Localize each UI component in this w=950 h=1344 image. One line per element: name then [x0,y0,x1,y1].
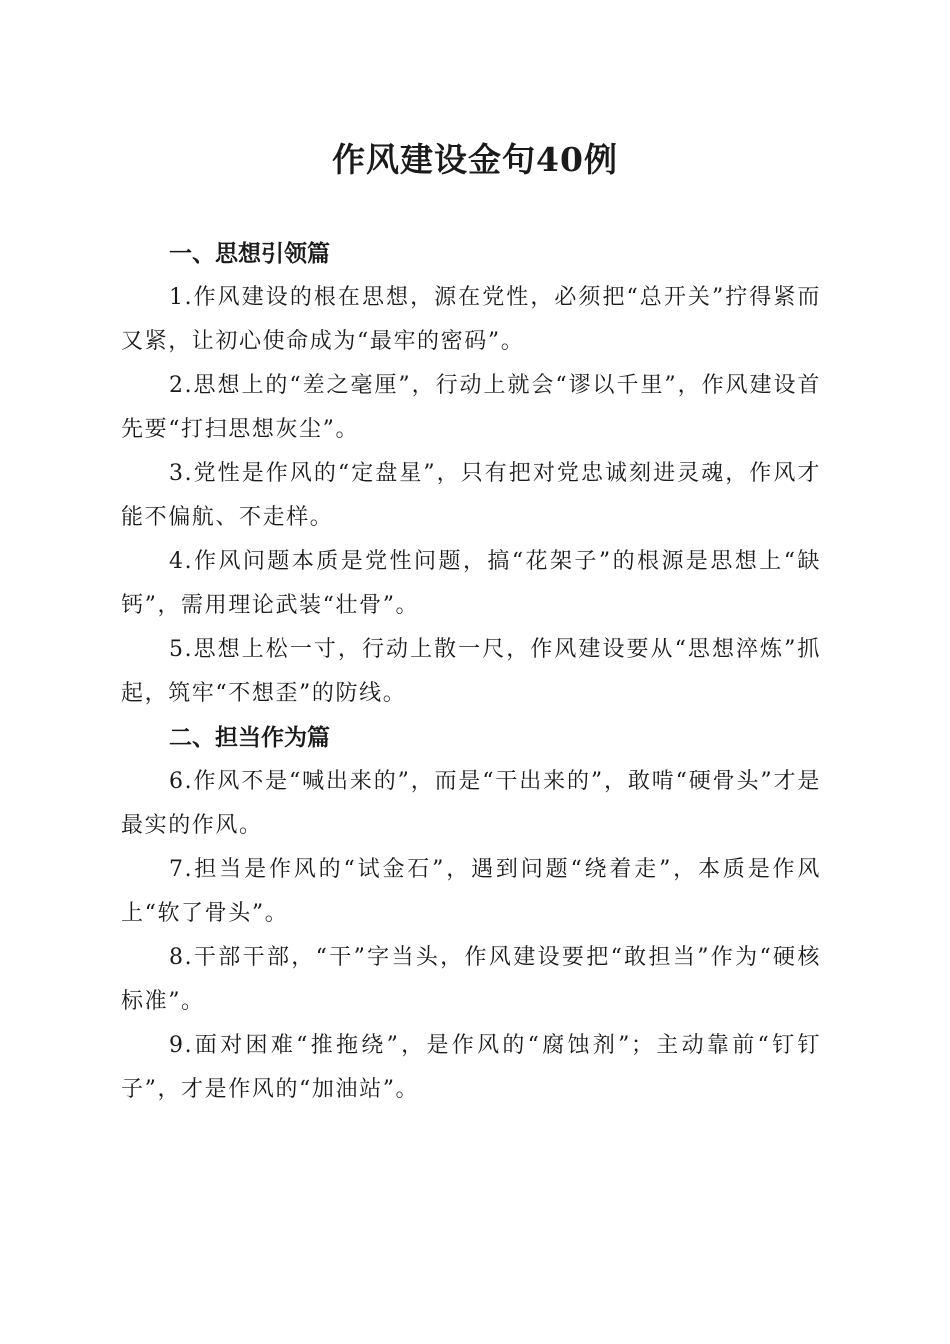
quote-item-2: 2.思想上的“差之毫厘”，行动上就会“谬以千里”，作风建设首先要“打扫思想灰尘”。 [121,373,821,442]
section-heading-thinking: 一、思想引领篇 [169,241,330,267]
quote-item-5: 5.思想上松一寸，行动上散一尺，作风建设要从“思想淬炼”抓起，筑牢“不想歪”的防线。 [121,637,821,706]
quote-item-8: 8.干部干部，“干”字当头，作风建设要把“敢担当”作为“硬核标准”。 [121,945,821,1014]
quote-item-1: 1.作风建设的根在思想，源在党性，必须把“总开关”拧得紧而又紧，让初心使命成为“最牢的密码”。 [121,285,821,354]
quote-item-4: 4.作风问题本质是党性问题，搞“花架子”的根源是思想上“缺钙”，需用理论武装“壮骨”。 [121,549,821,618]
quote-item-9: 9.面对困难“推拖绕”，是作风的“腐蚀剂”；主动靠前“钉钉子”，才是作风的“加油站”。 [121,1033,821,1102]
section-heading-responsibility: 二、担当作为篇 [169,725,330,751]
document-body [121,232,821,1112]
quote-item-7: 7.担当是作风的“试金石”，遇到问题“绕着走”，本质是作风上“软了骨头”。 [121,857,821,926]
document-title: 作风建设金句40例 [332,140,618,179]
quote-item-3: 3.党性是作风的“定盘星”，只有把对党忠诚刻进灵魂，作风才能不偏航、不走样。 [121,461,821,530]
quote-item-6: 6.作风不是“喊出来的”，而是“干出来的”，敢啃“硬骨头”才是最实的作风。 [121,769,821,838]
